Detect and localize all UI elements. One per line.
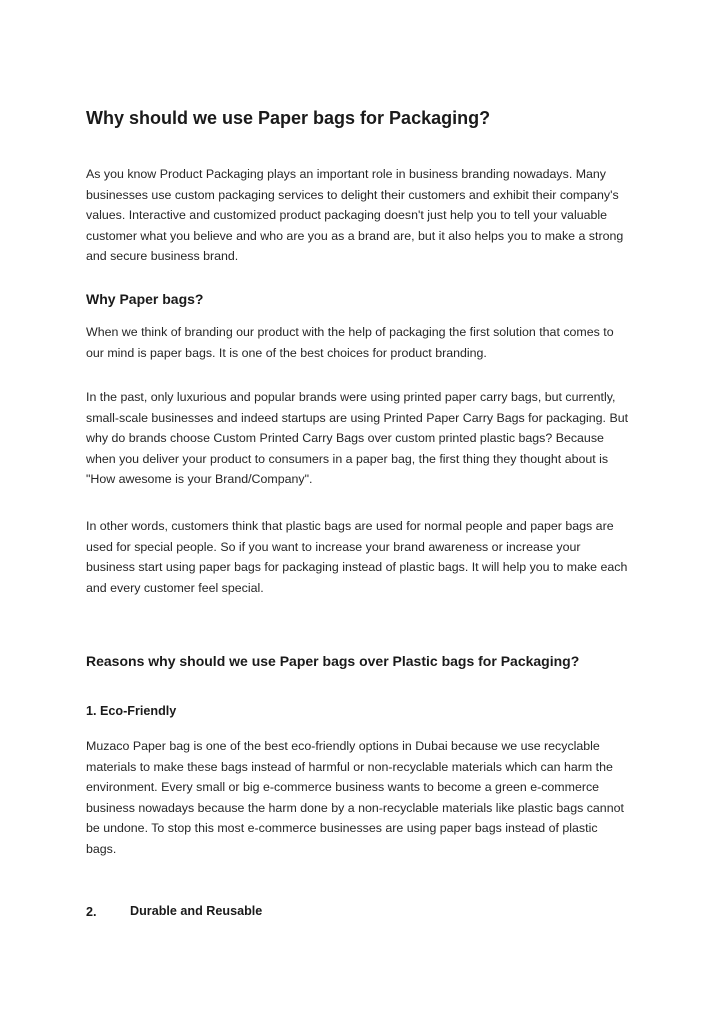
intro-paragraph: As you know Product Packaging plays an important role in business branding nowadays. Many businesses use custom packaging services to delight their customers and exhibit their company's values. Interactive and customized product packaging doesn't just help you to tell your valuable customer what you believe and who are you as a brand are, but it also helps you to make a strong and secure business brand.: [86, 167, 624, 264]
why-paragraph-2: In the past, only luxurious and popular brands were using printed paper carry bags, but currently, small-scale businesses and indeed startups are using Printed Paper Carry Bags for packaging. But why do brands choose Custom Printed Carry Bags over custom printed plastic bags? Because when you deliver your product to consumers in a paper bag, the first thing they thought about is "How awesome is your Brand/Company".: [86, 390, 629, 487]
why-paragraph-3: In other words, customers think that plastic bags are used for normal people and paper bags are used for special people. So if you want to increase your brand awareness or increase your business start using paper bags for packaging instead of plastic bags. It will help you to make each and every customer feel special.: [86, 519, 628, 595]
reason-1-heading: 1. Eco-Friendly: [86, 704, 177, 718]
why-paragraph-1: When we think of branding our product with the help of packaging the first solution that comes to our mind is paper bags. It is one of the best choices for product branding.: [86, 325, 614, 360]
reasons-heading: Reasons why should we use Paper bags over Plastic bags for Packaging?: [86, 653, 580, 669]
reason-2-heading: Durable and Reusable: [130, 904, 263, 918]
reason-1-body: Muzaco Paper bag is one of the best eco-friendly options in Dubai because we use recyclable materials to make these bags instead of harmful or non-recyclable materials which can harm the environment. Every small or big e-commerce business wants to become a green e-commerce business nowadays because the harm done by a non-recyclable materials like plastic bags cannot be undone. To stop this most e-commerce businesses are using paper bags instead of plastic bags.: [86, 739, 624, 856]
why-paper-bags-heading: Why Paper bags?: [86, 291, 204, 307]
reason-2-number: 2.: [86, 905, 97, 919]
document-title: Why should we use Paper bags for Packaging?: [86, 108, 491, 128]
